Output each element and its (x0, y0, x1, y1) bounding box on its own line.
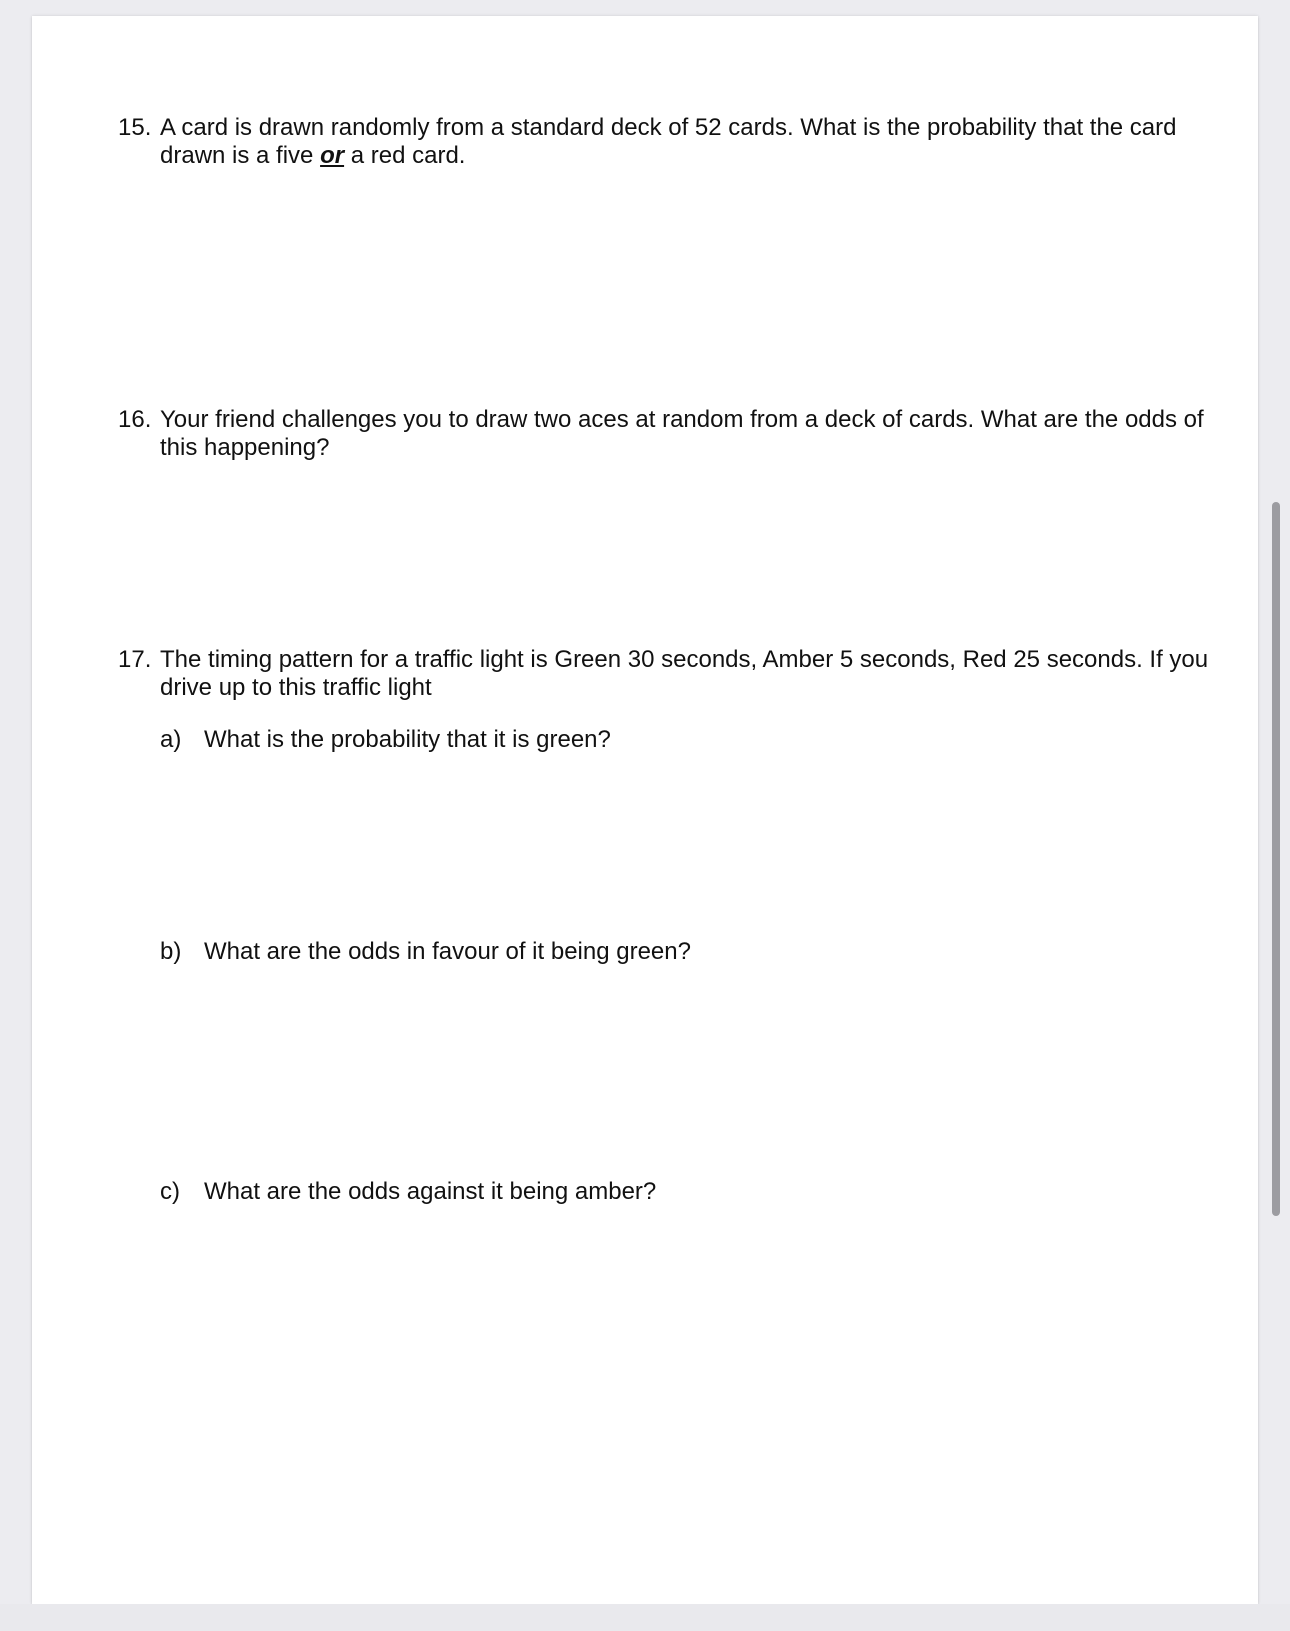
part-label: c) (160, 1178, 180, 1205)
part-label: a) (160, 726, 182, 753)
question-17-part-a (160, 726, 611, 754)
part-text: What is the probability that it is green? (204, 726, 611, 753)
emphasis-or: or (320, 142, 345, 169)
question-text: Your friend challenges you to draw two aces at random from a deck of cards. What are the odds of this happening? (160, 406, 1204, 461)
question-16 (118, 406, 1218, 462)
question-17-part-b (160, 938, 691, 966)
scrollbar-thumb[interactable] (1272, 502, 1280, 1216)
question-number: 15. (118, 114, 152, 141)
part-label: b) (160, 938, 182, 965)
viewer-bottom-edge (0, 1604, 1290, 1631)
question-text: A card is drawn randomly from a standard deck of 52 cards. What is the probability that the card drawn is a five or a red card. (160, 114, 1177, 169)
question-17-part-c (160, 1178, 656, 1206)
document-page (32, 16, 1258, 1604)
question-number: 16. (118, 406, 152, 433)
question-text: The timing pattern for a traffic light is Green 30 seconds, Amber 5 seconds, Red 25 seconds. If you drive up to this traffic light (160, 646, 1209, 701)
question-number: 17. (118, 646, 152, 673)
part-text: What are the odds against it being amber? (204, 1178, 657, 1205)
question-17 (118, 646, 1218, 702)
part-text: What are the odds in favour of it being green? (204, 938, 691, 965)
question-15 (118, 114, 1218, 170)
